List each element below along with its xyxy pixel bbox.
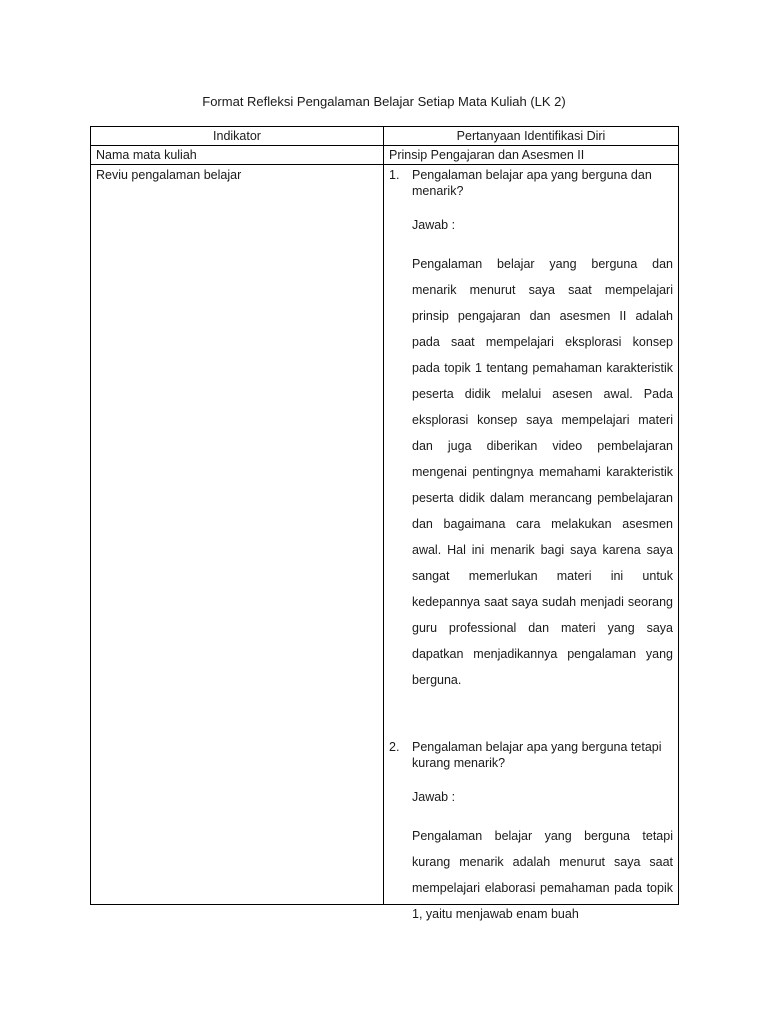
question-text: Pengalaman belajar apa yang berguna dan menarik? <box>412 168 652 198</box>
question-text: Pengalaman belajar apa yang berguna tetapi kurang menarik? <box>412 740 662 770</box>
question-number: 2. <box>389 740 400 754</box>
row-label-reviu: Reviu pengalaman belajar <box>91 165 384 905</box>
table-row <box>91 165 679 905</box>
jawab-label: Jawab : <box>412 218 456 232</box>
jawab-label: Jawab : <box>412 790 456 804</box>
answer-text: Pengalaman belajar yang berguna tetapi kurang menarik adalah menurut saya saat mempelajari elaborasi pemahaman pada topik 1, yaitu menjawab enam buah <box>412 829 673 921</box>
row-value-nama-mata-kuliah: Prinsip Pengajaran dan Asesmen II <box>384 146 679 165</box>
header-pertanyaan: Pertanyaan Identifikasi Diri <box>384 127 679 146</box>
row-content-reviu <box>384 165 679 921</box>
reflection-table <box>90 126 679 921</box>
row-label-nama-mata-kuliah: Nama mata kuliah <box>91 146 384 165</box>
question-1 <box>389 167 673 693</box>
table-row <box>91 146 679 165</box>
document-title: Format Refleksi Pengalaman Belajar Setiap Mata Kuliah (LK 2) <box>202 94 566 109</box>
header-indikator: Indikator <box>91 127 384 146</box>
answer-text: Pengalaman belajar yang berguna dan menarik menurut saya saat mempelajari prinsip pengajaran dan asesmen II adalah pada saat mempelajari eksplorasi konsep pada topik 1 tentang pemahaman karakteristik peserta didik melalui asesen awal. Pada eksplorasi konsep saya mempelajari materi dan juga diberikan video pembelajaran mengenai pentingnya memahami karakteristik peserta didik dalam merancang pembelajaran dan bagaimana cara melakukan asesmen awal. Hal ini menarik bagi saya karena saya sangat memerlukan materi ini untuk kedepannya saat saya sudah menjadi seorang guru professional dan materi yang saya dapatkan menjadikannya pengalaman yang berguna. <box>412 257 673 687</box>
question-2 <box>389 739 673 927</box>
question-number: 1. <box>389 168 400 182</box>
table-header-row <box>91 127 679 146</box>
